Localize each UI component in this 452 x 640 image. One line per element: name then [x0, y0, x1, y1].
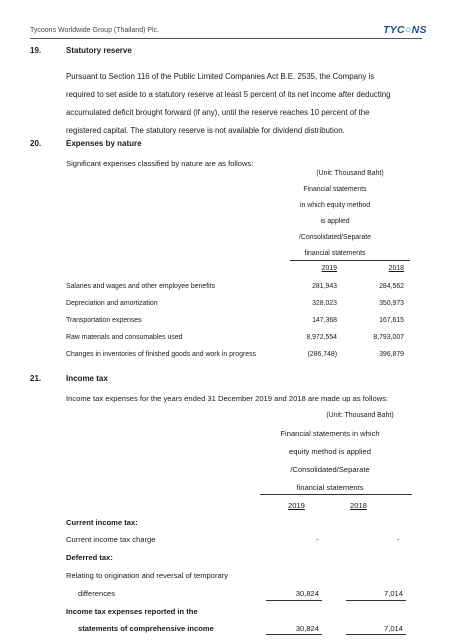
expense-value-2019: 281,943: [312, 283, 337, 290]
logo-o-icon: ○: [404, 24, 412, 36]
expense-value-2018: 167,615: [379, 317, 404, 324]
expenses-col-header-1: Financial statements: [303, 186, 367, 193]
expense-value-2019: (286,748): [307, 351, 337, 358]
deferred-tax-value-2019: 30,824: [295, 589, 319, 598]
section-19-number: 19.: [30, 46, 42, 55]
total-income-tax-line-1: Income tax expenses reported in the: [66, 607, 198, 616]
section-20-title: Expenses by nature: [66, 139, 142, 148]
header-divider: [30, 38, 422, 39]
expense-value-2018: 396,879: [379, 351, 404, 358]
income-tax-year-2019: 2019: [288, 501, 305, 510]
section-20-intro: Significant expenses classified by nature are as follows:: [66, 159, 254, 168]
income-tax-col-header-3: /Consolidated/Separate: [290, 465, 370, 474]
deferred-2019-underline: [266, 600, 322, 601]
section-19-paragraph: [66, 68, 420, 140]
section-19-line-1: Pursuant to Section 116 of the Public Limited Companies Act B.E. 2535, the Company is: [66, 72, 375, 81]
expenses-year-2019: 2019: [321, 265, 337, 272]
total-income-tax-2018: 7,014: [383, 624, 403, 633]
expense-label: Depreciation and amortization: [66, 300, 158, 307]
expenses-header-underline: [290, 260, 410, 261]
expense-value-2019: 8,972,554: [306, 334, 337, 341]
deferred-tax-heading: Deferred tax:: [66, 553, 113, 562]
expenses-col-header-5: financial statements: [304, 250, 366, 257]
total-income-tax-label: statements of comprehensive income: [78, 624, 214, 633]
section-21-title: Income tax: [66, 374, 108, 383]
current-income-tax-charge-2019: -: [316, 535, 319, 544]
deferred-tax-differences-label: differences: [78, 589, 116, 598]
expenses-year-2018: 2018: [388, 265, 404, 272]
total-2018-underline: [346, 634, 406, 635]
company-logo: [383, 24, 427, 36]
deferred-tax-line-1: Relating to origination and reversal of temporary: [66, 571, 229, 580]
expense-value-2019: 328,023: [312, 300, 337, 307]
current-income-tax-charge-2018: -: [397, 535, 400, 544]
current-income-tax-charge-label: Current income tax charge: [66, 535, 156, 544]
income-tax-year-2018: 2018: [350, 501, 367, 510]
expenses-col-header-3: is applied: [320, 218, 350, 225]
income-tax-col-header-2: equity method is applied: [289, 447, 371, 456]
income-tax-header-underline: [260, 494, 412, 495]
income-tax-unit-label: (Unit: Thousand Baht): [326, 412, 394, 419]
expense-value-2018: 284,562: [379, 283, 404, 290]
deferred-2018-underline: [346, 600, 406, 601]
expense-label: Salaries and wages and other employee benefits: [66, 283, 216, 290]
header-company-name: Tycoons Worldwide Group (Thailand) Plc.: [30, 27, 160, 34]
total-income-tax-2019: 30,824: [295, 624, 319, 633]
deferred-tax-value-2018: 7,014: [383, 589, 403, 598]
section-19-title: Statutory reserve: [66, 46, 132, 55]
expense-label: Changes in inventories of finished goods and work in progress: [66, 351, 256, 358]
expenses-unit-label: (Unit: Thousand Baht): [316, 170, 384, 177]
income-tax-col-header-1: Financial statements in which: [280, 429, 380, 438]
current-income-tax-heading: Current income tax:: [66, 518, 138, 527]
expense-label: Raw materials and consumables used: [66, 334, 183, 341]
total-2019-underline: [266, 634, 322, 635]
section-19-line-3: accumulated deficit brought forward (if any), until the reserve reaches 10 percent of the: [66, 108, 370, 117]
expense-value-2018: 350,973: [379, 300, 404, 307]
income-tax-col-header-4: financial statements: [296, 483, 364, 492]
expenses-col-header-2: in which equity method: [299, 202, 371, 209]
expense-label: Transportation expenses: [66, 317, 142, 324]
expenses-col-header-4: /Consolidated/Separate: [298, 234, 372, 241]
section-19-line-4: registered capital. The statutory reserve is not available for dividend distribution.: [66, 126, 345, 135]
section-21-intro: Income tax expenses for the years ended 31 December 2019 and 2018 are made up as follows:: [66, 394, 389, 403]
logo-text-part1: TYC: [383, 24, 405, 36]
section-21-number: 21.: [30, 374, 42, 383]
logo-text-part2: NS: [411, 24, 427, 36]
expense-value-2019: 147,368: [312, 317, 337, 324]
section-20-number: 20.: [30, 139, 42, 148]
expense-value-2018: 8,793,007: [373, 334, 404, 341]
section-19-line-2: required to set aside to a statutory reserve at least 5 percent of its net income after deducting: [66, 90, 391, 99]
